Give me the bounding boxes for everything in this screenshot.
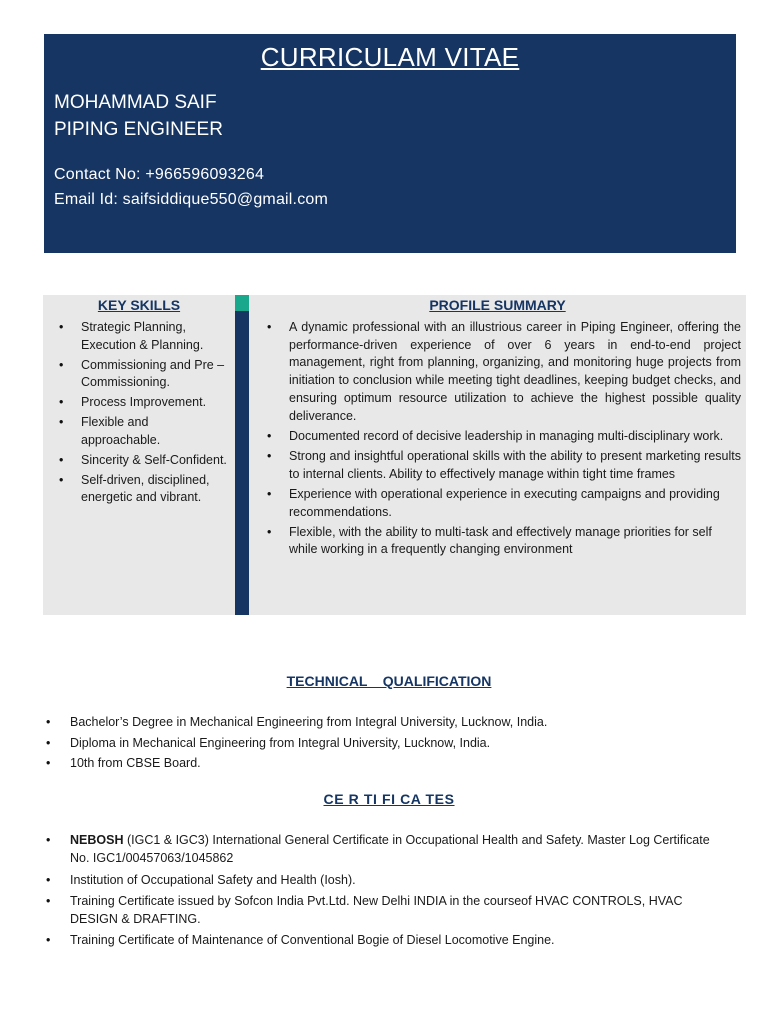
list-item: • Diploma in Mechanical Engineering from Integral University, Lucknow, India. (70, 733, 730, 754)
certificate-text: Training Certificate issued by Sofcon India Pvt.Ltd. New Delhi INDIA in the courseof HVAC CONTROLS, HVAC DESIGN & DRAFTING. (70, 893, 683, 927)
list-item: • Strategic Planning, Execution & Planning. (81, 319, 231, 354)
list-item: • Process Improvement. (81, 394, 231, 412)
technical-qualification-heading (0, 673, 768, 689)
list-item: • Experience with operational experience in executing campaigns and providing recommendations. (289, 486, 741, 521)
page-title: CURRICULAM VITAE (260, 42, 520, 72)
qualification-list (70, 712, 730, 774)
contact-number: Contact No: +966596093264 (54, 166, 265, 183)
list-item: • Flexible, with the ability to multi-task and effectively manage priorities for self while working in a frequently changing environment (289, 524, 741, 559)
key-skills-list (81, 319, 231, 509)
key-skills-heading: KEY SKILLS (97, 297, 181, 313)
list-item: • Self-driven, disciplined, energetic and vibrant. (81, 472, 231, 507)
certificates-list (70, 831, 710, 953)
candidate-name: MOHAMMAD SAIF (54, 92, 217, 113)
list-item: • Sincerity & Self-Confident. (81, 452, 231, 470)
certificate-text: Institution of Occupational Safety and Health (Iosh). (70, 872, 356, 887)
profile-summary-list (289, 319, 741, 562)
certificate-name: NEBOSH (70, 833, 124, 847)
list-item: • Bachelor’s Degree in Mechanical Engineering from Integral University, Lucknow, India. (70, 712, 730, 733)
column-divider (235, 295, 249, 615)
divider-accent (235, 295, 249, 311)
skills-summary-panel (43, 295, 746, 615)
list-item (70, 931, 710, 949)
list-item (70, 892, 710, 929)
certificate-text: Training Certificate of Maintenance of Conventional Bogie of Diesel Locomotive Engine. (70, 933, 555, 948)
certificate-text: (IGC1 & IGC3) International General Certificate in Occupational Health and Safety. Master Log Certificate No. IGC1/00457063/1045862 (70, 833, 710, 866)
candidate-role: PIPING ENGINEER (54, 119, 223, 140)
list-item: • Documented record of decisive leadership in managing multi-disciplinary work. (289, 428, 741, 446)
list-item: • Commissioning and Pre – Commissioning. (81, 357, 231, 392)
list-item: • 10th from CBSE Board. (70, 753, 730, 774)
profile-summary-heading: PROFILE SUMMARY (429, 297, 566, 313)
header-banner (44, 34, 736, 253)
heading-text: TECHNICAL QUALIFICATION (286, 673, 492, 689)
email-address: Email Id: saifsiddique550@gmail.com (54, 191, 329, 208)
list-item (70, 871, 710, 889)
list-item: • Strong and insightful operational skills with the ability to present marketing results to internal clients. Ability to effectively manage within tight time frames (289, 448, 741, 483)
certificates-heading: CE R TI FI CA TES (323, 791, 455, 807)
list-item (70, 831, 710, 868)
list-item: • A dynamic professional with an illustrious career in Piping Engineer, offering the performance-driven experience of over 6 years in end-to-end project management, right from planning, organizing, and monitoring huge projects from initiation to conclusion while meeting tight deadlines, keeping budget checks, and ensuring optimum resource utilization to achieve the highest possible quality deliverance. (289, 319, 741, 425)
list-item: • Flexible and approachable. (81, 414, 231, 449)
